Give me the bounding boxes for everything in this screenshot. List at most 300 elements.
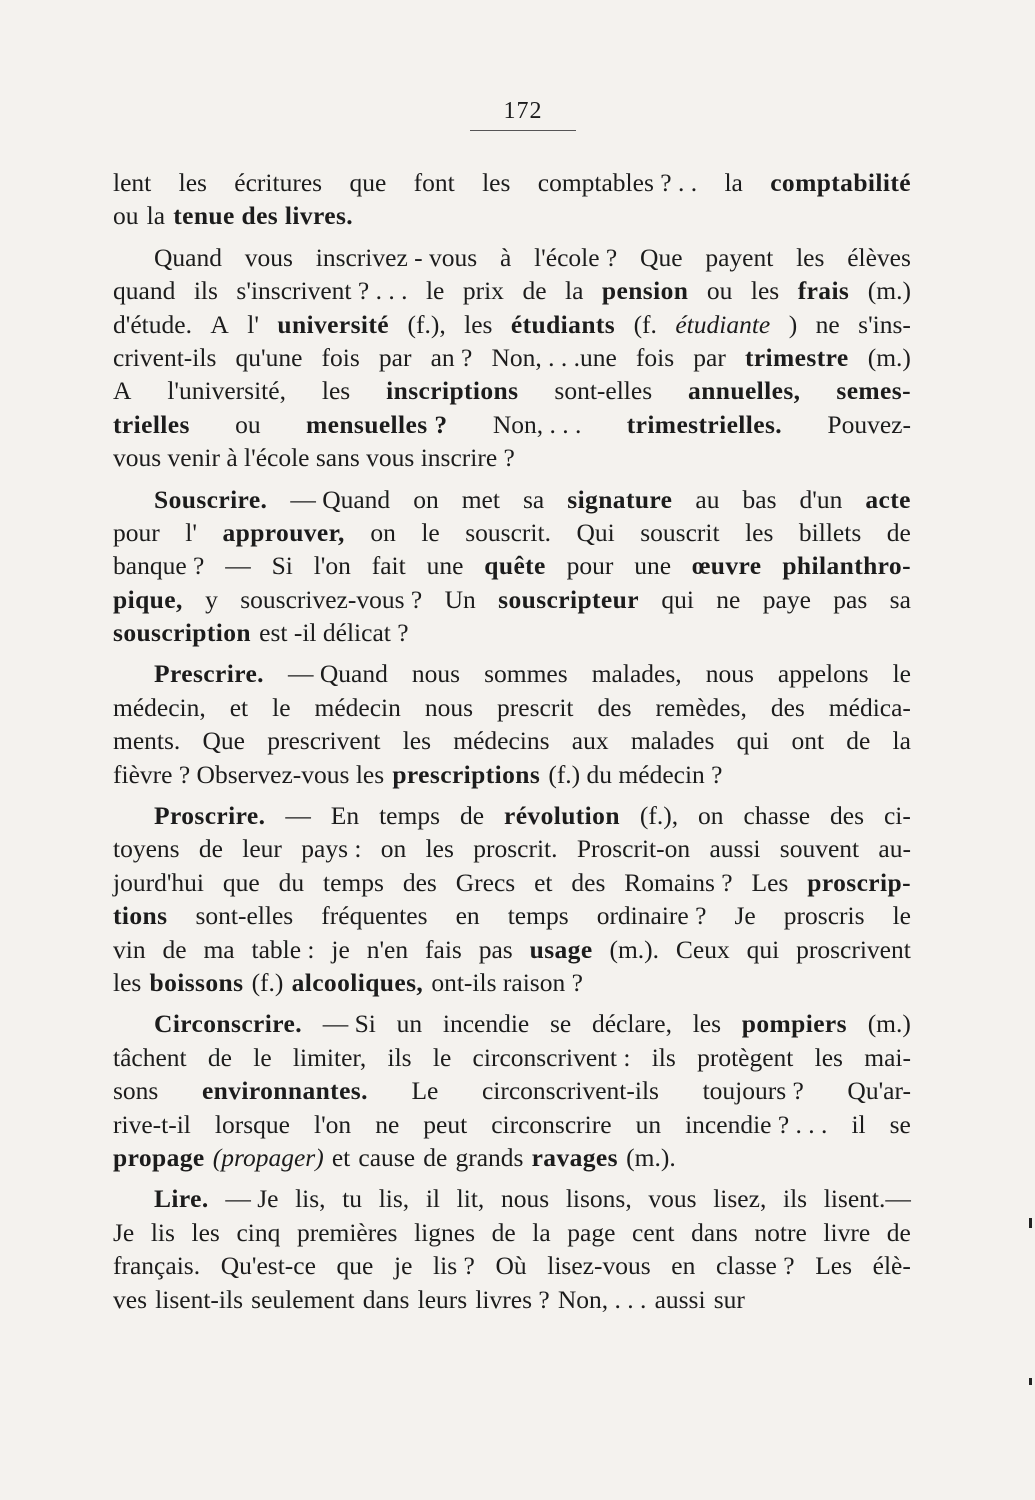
text-line <box>113 408 911 441</box>
word: souscrivez-vous ? <box>240 584 423 614</box>
word: lis ? <box>433 1251 475 1281</box>
word: A <box>210 309 229 339</box>
word: pour <box>113 517 160 547</box>
text-line <box>113 1216 911 1249</box>
bold-term: semes- <box>836 376 911 406</box>
word: premières <box>296 1217 398 1247</box>
word: ont <box>791 726 825 756</box>
word: (m.) <box>867 1009 911 1039</box>
word: sa <box>522 484 545 514</box>
bold-term: tions <box>113 901 168 931</box>
bold-term: philanthro- <box>782 551 911 581</box>
word: aussi <box>709 834 761 864</box>
bold-term: annuelles, <box>688 376 801 406</box>
word: le <box>253 1042 272 1072</box>
word: au <box>695 484 720 514</box>
word: médecin, <box>113 692 206 722</box>
paragraph <box>113 799 911 999</box>
word: fièvre ? Observez-vous les <box>113 759 385 789</box>
word: Romains ? <box>624 867 733 897</box>
word: livres ? <box>475 1284 550 1314</box>
word: (f.), <box>639 801 679 831</box>
word: on <box>413 484 439 514</box>
italic-word: étudiante <box>675 309 771 339</box>
word: (f.) <box>251 967 284 997</box>
text-line <box>113 374 911 407</box>
word: ne <box>815 309 840 339</box>
word: pour <box>566 551 614 581</box>
word: qu'une <box>235 342 303 372</box>
bold-term: approuver, <box>222 517 345 547</box>
word: (m.). <box>609 934 660 964</box>
word: les <box>750 276 780 306</box>
word: malades, <box>591 659 682 689</box>
word: lisez-vous <box>547 1251 651 1281</box>
word: souscrit <box>640 517 720 547</box>
word: le <box>892 901 911 931</box>
margin-mark <box>1029 1378 1032 1385</box>
word: Le <box>411 1076 439 1106</box>
word: vin <box>113 934 146 964</box>
bold-term: Lire. <box>154 1184 209 1214</box>
word: ves <box>113 1284 147 1314</box>
bold-term: révolution <box>503 801 620 831</box>
word: ments. <box>113 726 181 756</box>
paragraph <box>113 1007 911 1174</box>
word: je <box>394 1251 413 1281</box>
word: les <box>796 242 825 272</box>
word: cent <box>632 1217 675 1247</box>
word: quand <box>113 276 176 306</box>
word: les <box>745 517 774 547</box>
text-line <box>113 483 911 516</box>
word: un <box>396 1009 423 1039</box>
word: souvent <box>779 834 860 864</box>
bold-term: trielles <box>113 409 190 439</box>
word: français. <box>113 1251 201 1281</box>
bold-term: pique, <box>113 584 183 614</box>
word: fois <box>321 342 360 372</box>
word: prix <box>462 276 504 306</box>
word: aux <box>571 726 609 756</box>
paragraph <box>113 657 911 791</box>
word: fait <box>371 551 406 581</box>
word: qui <box>746 934 780 964</box>
word: de <box>423 1142 448 1172</box>
text-line <box>113 724 911 757</box>
word: écritures <box>234 168 323 197</box>
word: le <box>425 276 445 306</box>
word: (f.), <box>407 309 446 339</box>
word: la <box>892 726 911 756</box>
word: Un <box>444 584 476 614</box>
bold-term: trimestre <box>744 342 849 372</box>
bold-term: proscrip- <box>807 867 911 897</box>
word: nous <box>500 1184 550 1214</box>
word: prescrit <box>497 692 574 722</box>
word: médecin <box>314 692 401 722</box>
word: Les <box>751 867 789 897</box>
text-line <box>113 616 911 649</box>
word: Qui <box>576 517 615 547</box>
paragraph <box>113 483 911 650</box>
word: de <box>886 1217 911 1247</box>
word: il <box>851 1109 866 1139</box>
word: médecins <box>453 726 550 756</box>
word: Non, . . . <box>492 409 582 439</box>
word: s'inscrivent ? . . . <box>236 276 408 306</box>
word: Qu'ar- <box>847 1076 911 1106</box>
word: met <box>461 484 500 514</box>
paragraph <box>113 1182 911 1316</box>
word: sont-elles <box>554 376 653 406</box>
text-line <box>113 1041 911 1074</box>
word: et <box>534 867 553 897</box>
word: lis <box>150 1217 175 1247</box>
word: temps <box>507 901 569 931</box>
word: est -il délicat ? <box>259 618 409 648</box>
word: ordinaire ? <box>596 901 707 931</box>
word: ont-ils raison ? <box>431 967 583 997</box>
word: ma <box>203 934 235 964</box>
word: proscrit. <box>473 834 558 864</box>
word: Je <box>113 1217 135 1247</box>
word: y <box>205 584 218 614</box>
bold-term: acte <box>865 484 911 514</box>
bold-term: comptabilité <box>770 168 911 197</box>
paragraph-gap <box>113 999 911 1007</box>
word: (f. <box>633 309 657 339</box>
word: notre <box>754 1217 807 1247</box>
word: — Quand <box>290 484 391 514</box>
word: et <box>229 692 249 722</box>
word: les <box>464 309 493 339</box>
word: ou <box>706 276 733 306</box>
text-line <box>113 241 911 274</box>
word: lent <box>113 168 152 197</box>
word: font <box>413 168 455 197</box>
word: n'en <box>366 934 409 964</box>
word: inscrivez - vous <box>315 242 478 272</box>
text-line <box>113 1007 911 1040</box>
word: que <box>222 867 260 897</box>
word: aussi <box>654 1284 706 1314</box>
word: souscrit. <box>465 517 551 547</box>
word: ne <box>375 1109 400 1139</box>
word: une <box>426 551 464 581</box>
bold-term: boissons <box>149 967 244 997</box>
text-line <box>113 691 911 724</box>
word: circonscrivent-ils <box>481 1076 659 1106</box>
word: ils <box>651 1042 676 1072</box>
word: l'université, <box>167 376 286 406</box>
bold-term: prescriptions <box>392 759 541 789</box>
word: Proscrit-on <box>576 834 691 864</box>
word: les <box>178 168 207 197</box>
word: leurs <box>417 1284 468 1314</box>
word: dans <box>691 1217 738 1247</box>
bold-term: souscription <box>113 618 251 648</box>
text-line <box>113 899 911 932</box>
word: à <box>499 242 512 272</box>
word: par <box>378 342 412 372</box>
word: qui <box>661 584 694 614</box>
text-line <box>113 341 911 374</box>
word: vous <box>244 242 293 272</box>
word: incendie ? . . . <box>685 1109 828 1139</box>
paragraph-gap <box>113 1174 911 1182</box>
word: incendie <box>442 1009 530 1039</box>
word: lorsque <box>214 1109 290 1139</box>
word: crivent-ils <box>113 342 217 372</box>
word: (m.) <box>867 276 911 306</box>
word: le <box>892 659 911 689</box>
bold-term: trimestrielles. <box>626 409 783 439</box>
paragraph <box>113 241 911 475</box>
word: chasse <box>743 801 811 831</box>
word: malades <box>630 726 715 756</box>
word: l'on <box>314 1109 352 1139</box>
word: élèves <box>847 242 911 272</box>
word: Ceux <box>675 934 730 964</box>
word: de <box>207 1042 232 1072</box>
word: banque ? <box>113 551 205 581</box>
word: temps <box>323 867 384 897</box>
word: par <box>693 342 726 372</box>
text-line <box>113 1249 911 1282</box>
word: lignes <box>414 1217 475 1247</box>
word: l' <box>185 517 197 547</box>
word: des <box>597 692 632 722</box>
word: ci- <box>883 801 911 831</box>
word: déclare, <box>591 1009 672 1039</box>
word: (f.) du médecin ? <box>548 759 723 789</box>
word: dans <box>362 1284 410 1314</box>
word: d'étude. <box>113 309 192 339</box>
text-line <box>113 1074 911 1107</box>
word: lisent-ils <box>155 1284 243 1314</box>
text-line <box>113 758 911 791</box>
word: circonscrivent : <box>472 1042 631 1072</box>
word: les <box>402 726 432 756</box>
word: Les <box>815 1251 853 1281</box>
word: toujours ? <box>702 1076 804 1106</box>
word: Pouvez- <box>827 409 911 439</box>
word: les <box>814 1042 843 1072</box>
word: Quand <box>154 242 222 272</box>
word: qui <box>736 726 770 756</box>
text-line <box>113 516 911 549</box>
word: Où <box>495 1251 527 1281</box>
word: pays : <box>301 834 362 864</box>
word: payent <box>705 242 774 272</box>
bold-term: souscripteur <box>498 584 639 614</box>
word: Qu'est-ce <box>220 1251 316 1281</box>
word: appelons <box>777 659 869 689</box>
word: l'école ? <box>534 242 618 272</box>
word: cinq <box>236 1217 281 1247</box>
word: (m.) <box>867 342 911 372</box>
word: — Quand <box>287 659 388 689</box>
bold-term: ravages <box>531 1142 618 1172</box>
word: ) <box>788 309 798 339</box>
word: des <box>830 801 865 831</box>
word: ils <box>387 1042 412 1072</box>
word: grands <box>455 1142 524 1172</box>
word: Que <box>202 726 245 756</box>
word: les <box>425 834 454 864</box>
word: fois <box>635 342 675 372</box>
word: Si <box>271 551 293 581</box>
word: sa <box>889 584 911 614</box>
text-line <box>113 1283 911 1316</box>
bold-term: frais <box>797 276 850 306</box>
word: les <box>321 376 351 406</box>
word: se <box>549 1009 572 1039</box>
word: il <box>425 1184 441 1214</box>
word: bas <box>742 484 777 514</box>
bold-term: Prescrire. <box>154 659 264 689</box>
word: lisons, <box>565 1184 632 1214</box>
word: lisent.— <box>823 1184 911 1214</box>
word: le <box>272 692 291 722</box>
text-line <box>113 966 911 999</box>
word: lisez, <box>713 1184 767 1214</box>
word: la <box>532 1217 551 1247</box>
text-line <box>113 274 911 307</box>
bold-term: mensuelles ? <box>305 409 448 439</box>
word: tâchent <box>113 1042 187 1072</box>
word: nous <box>705 659 754 689</box>
word: en <box>455 901 480 931</box>
word: proscris <box>783 901 865 931</box>
word: que <box>349 168 387 197</box>
word: limiter, <box>292 1042 367 1072</box>
word: élè- <box>872 1251 911 1281</box>
word: proscrivent <box>796 934 911 964</box>
bold-term: tenue des livres. <box>173 201 354 231</box>
word: sont-elles <box>195 901 294 931</box>
page-text <box>113 166 911 1316</box>
word: lis, <box>295 1184 326 1214</box>
word: au- <box>878 834 911 864</box>
text-line <box>113 441 911 474</box>
word: Que <box>640 242 683 272</box>
word: circonscrire <box>491 1109 612 1139</box>
text-line <box>113 308 911 341</box>
word: l'on <box>313 551 351 581</box>
word: sur <box>713 1284 745 1314</box>
word: je <box>331 934 350 964</box>
word: comptables ? . . <box>537 168 698 197</box>
word: Non, . . .une <box>491 342 617 372</box>
bold-term: usage <box>529 934 593 964</box>
bold-term: Circonscrire. <box>154 1009 303 1039</box>
word: les <box>482 168 511 197</box>
word: ou <box>235 409 261 439</box>
word: l' <box>247 309 259 339</box>
word: seulement <box>251 1284 355 1314</box>
word: s'ins- <box>858 309 911 339</box>
word: A <box>113 376 132 406</box>
text-line <box>113 933 911 966</box>
page-number: 172 <box>503 98 543 124</box>
word: protègent <box>697 1042 794 1072</box>
word: se <box>889 1109 911 1139</box>
bold-term: propage <box>113 1142 205 1172</box>
word: pas <box>478 934 513 964</box>
text-line <box>113 199 911 232</box>
word: fais <box>425 934 462 964</box>
word: médica- <box>828 692 911 722</box>
text-line <box>113 657 911 690</box>
bold-term: alcooliques, <box>291 967 424 997</box>
word: (m.). <box>626 1142 676 1172</box>
word: — <box>225 551 251 581</box>
text-line <box>113 832 911 865</box>
bold-term: Souscrire. <box>154 484 268 514</box>
word: jourd'hui <box>113 867 205 897</box>
text-line <box>113 549 911 582</box>
word: billets <box>798 517 862 547</box>
word: une <box>634 551 672 581</box>
word: — Je <box>225 1184 279 1214</box>
word: lis, <box>378 1184 410 1214</box>
word: de <box>846 726 871 756</box>
word: du <box>278 867 305 897</box>
word: de <box>491 1217 516 1247</box>
word: ils <box>782 1184 808 1214</box>
word: la <box>724 168 743 197</box>
bold-term: environnantes. <box>201 1076 368 1106</box>
word: cause <box>358 1142 416 1172</box>
text-line <box>113 866 911 899</box>
paragraph-gap <box>113 233 911 241</box>
word: table : <box>251 934 315 964</box>
word: le <box>432 1042 452 1072</box>
word: leur <box>242 834 282 864</box>
italic-word: (propager) <box>212 1142 324 1172</box>
paragraph <box>113 166 911 233</box>
word: rive-t-il <box>113 1109 191 1139</box>
text-line <box>113 1108 911 1141</box>
bold-term: signature <box>567 484 673 514</box>
word: remèdes, <box>655 692 747 722</box>
bold-term: pompiers <box>741 1009 847 1039</box>
word: les <box>692 1009 722 1039</box>
paragraph-gap <box>113 475 911 483</box>
word: peut <box>423 1109 468 1139</box>
word: fréquentes <box>321 901 428 931</box>
word: de <box>459 801 485 831</box>
word: Je <box>734 901 756 931</box>
word: pas <box>833 584 868 614</box>
word: toyens <box>113 834 180 864</box>
word: de <box>522 276 547 306</box>
bold-term: inscriptions <box>386 376 519 406</box>
bold-term: université <box>277 309 390 339</box>
word: les <box>113 967 142 997</box>
word: page <box>567 1217 616 1247</box>
word: le <box>421 517 440 547</box>
word: de <box>162 934 187 964</box>
text-line <box>113 1141 911 1174</box>
word: — Si <box>322 1009 376 1039</box>
word: nous <box>411 659 461 689</box>
word: que <box>336 1251 374 1281</box>
paragraph-gap <box>113 791 911 799</box>
word: livre <box>823 1217 871 1247</box>
